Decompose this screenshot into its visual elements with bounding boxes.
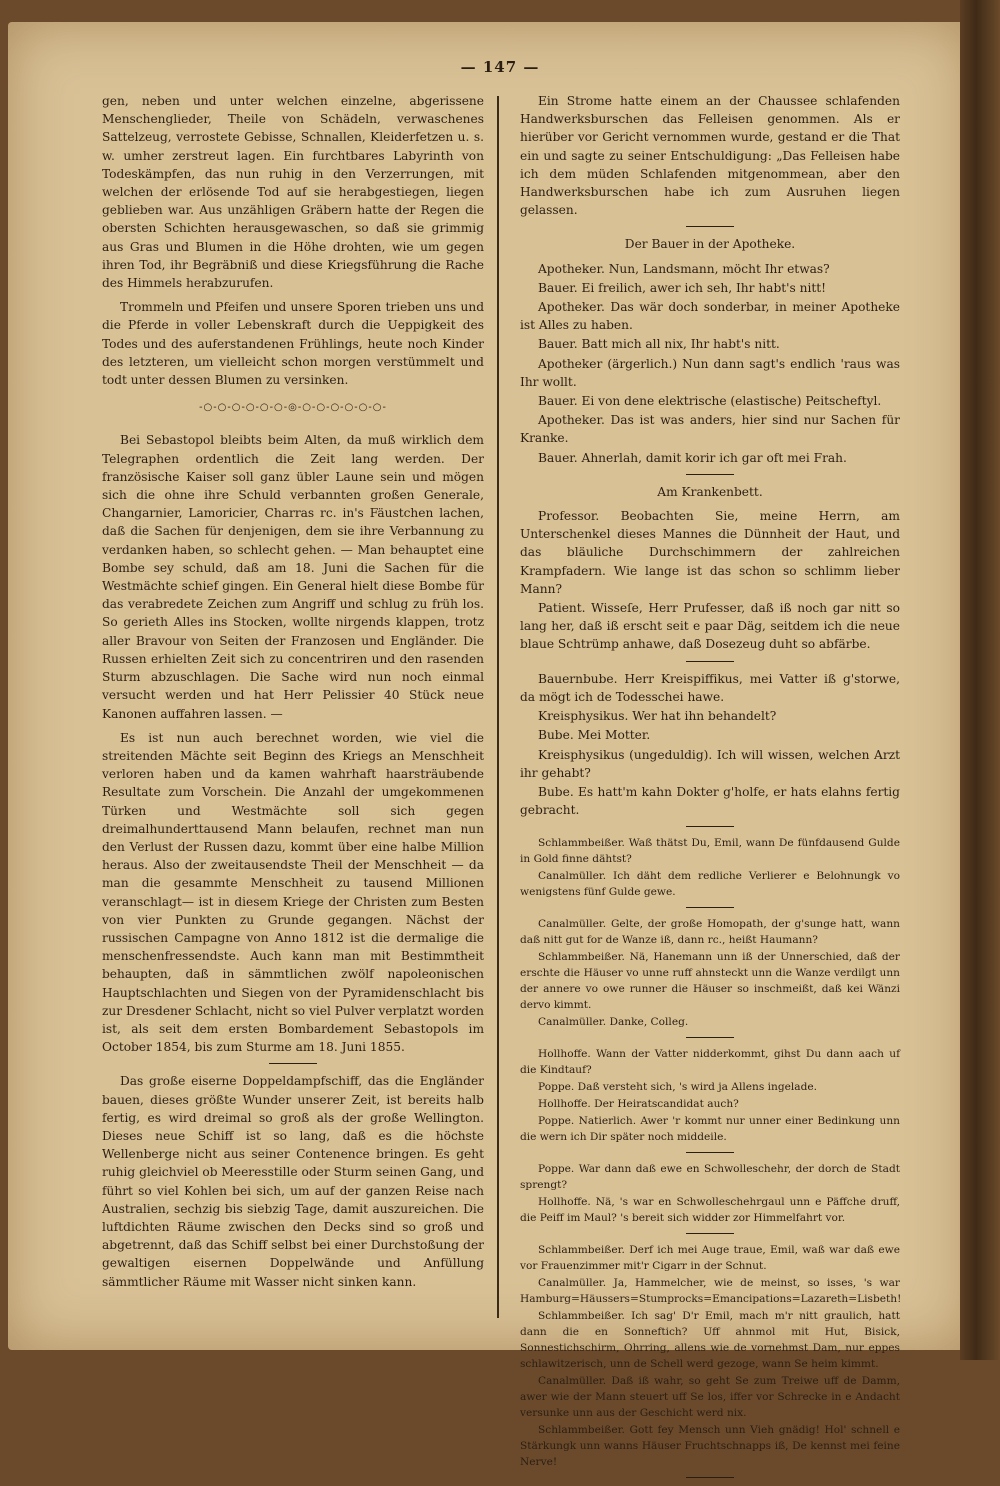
separator bbox=[686, 1233, 734, 1234]
paragraph: Es ist nun auch berechnet worden, wie viel die streitenden Mächte seit Beginn des Kriegs an Menschheit verloren haben und da kamen wahrhaft haarsträubende Resultate zum Vorschein. Die Anzahl der umgekommenen Türken und Westmächte soll sich gegen dreimalhunderttausend Mann belaufen, rechnet man nun den Verlust der Russen dazu, kommt über eine halbe Million heraus. Also der zweitausendste Theil der Menschheit — da man die gesammte Menschheit zu tausend Millionen veranschlagt— ist in diesem Kriege der Christen zum Besten von vier Punkten zu Grunde gegangen. Nächst der russischen Campagne von Anno 1812 ist die dermalige die menschenfressendste. Auch kann man mit Bestimmtheit behaupten, daß in sämmtlichen zwölf napoleonischen Hauptschlachten und Siegen von der Pyramidenschlacht bis zur Dresdener Schlacht, nicht so viel Pulver verplatzt worden ist, als seit dem ersten Bombardement Sebastopols im October 1854, bis zum Sturme am 18. Juni 1855. bbox=[102, 730, 484, 1055]
dialog-line: Bauer. Ahnerlah, damit korir ich gar oft mei Frah. bbox=[538, 450, 847, 465]
paragraph: Das große eiserne Doppeldampfschiff, das die Engländer bauen, dieses größte Wunder unserer Zeit, ist bereits halb fertig, es wird dreimal so groß als der große Wellington. Dieses neue Schiff ist so lang, daß es die höchste Wellenberge nicht aus seiner Contenence bringen. Es geht ruhig gleichviel ob Meeresstille oder Sturm seinen Gang, und führt so viel Kohlen bei sich, um auf der ganzen Reise nach Australien, sechzig bis siebzig Tage, damit auszureichen. Die luftdichten Räume zwischen den Decks sind so groß und abgetrennt, daß das Schiff selbst bei einer Durchstoßung der gewaltigen eisernen Doppelwände und Anfüllung sämmtlicher Räume mit Wasser nicht sinken kann. bbox=[102, 1074, 484, 1289]
dialog-line: Kreisphysikus (ungeduldig). Ich will wissen, welchen Arzt ihr gehabt? bbox=[520, 747, 900, 780]
paragraph: Ein Strome hatte einem an der Chaussee schlafenden Handwerksburschen das Felleisen genommen. Als er hierüber vor Gericht vernommen wurde, gestand er die That ein und sagte zu seiner Entschuldigung: „Das Felleisen habe ich dem müden Schlafenden mitgenommean, aber den Handwerksburschen habe ich zum Ausruhen liegen gelassen. bbox=[520, 94, 900, 218]
dialog-line: Canalmüller. Ich däht dem redliche Verlierer e Belohnungk vo wenigstens fünf Gulde gewe. bbox=[520, 870, 900, 899]
dialog-line: Poppe. War dann daß ewe en Schwolleschehr, der dorch de Stadt sprengt? bbox=[520, 1163, 900, 1192]
dialog-line: Schlammbeißer. Ich sag' D'r Emil, mach m'r nitt graulich, hatt dann die en Sonneftich? Uff ahnmol mit Hut, Bisick, Sonnestichschirm, Ohrring, allens wie de vornehmst Dam, nur eppes schlawitzerisch, unn de Schell werd gezoge, wann Se heim kimmt. bbox=[520, 1310, 900, 1371]
dialog-line: Apotheker (ärgerlich.) Nun dann sagt's endlich 'raus was Ihr wollt. bbox=[520, 356, 900, 389]
separator bbox=[686, 1037, 734, 1038]
dialog-line: Schlammbeißer. Gott fey Mensch unn Vieh gnädig! Hol' schnell e Stärkungk unn wanns Häuser Fruchtschnapps iß, De kennst mei feine Nerve! bbox=[520, 1424, 900, 1469]
book-binding bbox=[960, 0, 1000, 1360]
separator bbox=[686, 1477, 734, 1478]
dialog-line: Canalmüller. Danke, Colleg. bbox=[538, 1016, 689, 1029]
dialog-line: Canalmüller. Gelte, der große Homopath, der g'sunge hatt, wann daß nitt gut for de Wanze iß, dann rc., heißt Haumann? bbox=[520, 918, 900, 947]
section-title: Am Krankenbett. bbox=[657, 484, 763, 499]
dialog-line: Poppe. Natierlich. Awer 'r kommt nur unner einer Bedinkung unn die wern ich Dir später noch middeile. bbox=[520, 1115, 900, 1144]
dialog-line: Hollhoffe. Nä, 's war en Schwolleschehrgaul unn e Päffche druff, die Peiff im Maul? 's bereit sich widder zor Himmelfahrt vor. bbox=[520, 1196, 900, 1225]
separator bbox=[686, 826, 734, 827]
dialog-line: Hollhoffe. Der Heiratscandidat auch? bbox=[538, 1098, 739, 1111]
separator bbox=[686, 474, 734, 475]
dialog-line: Bauer. Ei von dene elektrische (elastische) Peitscheftyl. bbox=[538, 394, 882, 409]
separator bbox=[686, 907, 734, 908]
paragraph: Trommeln und Pfeifen und unsere Sporen trieben uns und die Pferde in voller Lebenskraft durch die Ueppigkeit des Todes und des auferstandenen Frühlings, heute noch Kinder des letzteren, um vielleicht schon morgen verstümmelt und todt unter dessen Blumen zu versinken. bbox=[102, 300, 484, 388]
dialog-line: Bube. Mei Motter. bbox=[538, 728, 651, 743]
page-number: — 147 — bbox=[460, 58, 540, 76]
dialog-line: Canalmüller. Ja, Hammelcher, wie de meinst, so isses, 's war Hamburg=Häussers=Stumprocks=Emancipations=Lazareth=Lisbeth! bbox=[520, 1277, 902, 1306]
column-rule bbox=[497, 96, 499, 1318]
dialog-line: Schlammbeißer. Nä, Hanemann unn iß der Unnerschied, daß der erschte die Häuser vo unne ruff ahnsteckt unn die Wanze verdilgt unn der annere vo owe runner die Häuser so inschmeißt, daß kei Wänzi dervo kimmt. bbox=[520, 951, 900, 1012]
left-column bbox=[102, 92, 484, 1297]
ornament-divider: -○-○-○-○-○-○-◎-○-○-○-○-○-○- bbox=[199, 402, 387, 414]
dialog-line: Schlammbeißer. Derf ich mei Auge traue, Emil, waß war daß ewe vor Frauenzimmer mit'r Cigarr in der Schnut. bbox=[520, 1244, 900, 1273]
separator bbox=[686, 661, 734, 662]
dialog-line: Bube. Es hatt'm kahn Dokter g'holfe, er hats elahns fertig gebracht. bbox=[520, 784, 900, 818]
right-column bbox=[520, 92, 900, 1486]
section-title: Der Bauer in der Apotheke. bbox=[624, 237, 796, 252]
dialog-line: Poppe. Daß versteht sich, 's wird ja Allens ingelade. bbox=[538, 1081, 818, 1094]
paragraph: Bei Sebastopol bleibts beim Alten, da muß wirklich dem Telegraphen ordentlich die Zeit lang werden. Der französische Kaiser soll ganz übler Laune sein und mögen sich die ohne ihre Schuld verbannten großen Generale, Changarnier, Lamoricier, Charras rc. in's Fäustchen lachen, daß die Sachen für denjenigen, dem sie ihre Verbannung zu verdanken haben, so schlecht gehen. — Man behauptet eine Bombe sey schuld, daß am 18. Juni die Sachen für die Westmächte schief gingen. Ein General hielt diese Bombe für das verabredete Zeichen zum Angriff und schlug zu früh los. So gerieth Alles ins Stocken, wollte nirgends klappen, trotz aller Bravour von Seiten der Franzosen und Engländer. Die Russen erhielten Zeit sich zu concentriren und den rasenden Sturm abzuschlagen. Die Sache wird nun noch einmal versucht werden und hat Herr Pelissier 40 Stück neue Kanonen auffahren lassen. — bbox=[102, 433, 484, 721]
dialog-line: Hollhoffe. Wann der Vatter nidderkommt, gihst Du dann aach uf die Kindtauf? bbox=[520, 1048, 900, 1077]
separator bbox=[269, 1063, 317, 1064]
dialog-line: Apotheker. Nun, Landsmann, möcht Ihr etwas? bbox=[538, 261, 830, 276]
dialog-line: Bauernbube. Herr Kreispiffikus, mei Vatter iß g'storwe, da mögt ich de Todesschei hawe. bbox=[520, 671, 900, 704]
dialog-line: Schlammbeißer. Waß thätst Du, Emil, wann De fünfdausend Gulde in Gold finne dähtst? bbox=[520, 837, 900, 866]
small-print-block bbox=[520, 835, 900, 1478]
dialog-line: Bauer. Batt mich all nix, Ihr habt's nitt. bbox=[538, 337, 780, 352]
dialog-line: Bauer. Ei freilich, awer ich seh, Ihr habt's nitt! bbox=[538, 280, 827, 295]
dialog-line: Apotheker. Das wär doch sonderbar, in meiner Apotheke ist Alles zu haben. bbox=[520, 300, 900, 333]
dialog-line: Canalmüller. Daß iß wahr, so geht Se zum Treiwe uff de Damm, awer wie der Mann steuert uff Se los, iffer vor Schrecke in e Andacht versunke unn aus der Geschicht werd nix. bbox=[520, 1375, 900, 1420]
dialog-line: Professor. Beobachten Sie, meine Herrn, am Unterschenkel dieses Mannes die Dünnheit der Haut, und das bläuliche Durchschimmern der zahlreichen Krampfadern. Wie lange ist das schon so schlimm lieber Mann? bbox=[520, 509, 900, 596]
dialog-line: Apotheker. Das ist was anders, hier sind nur Sachen für Kranke. bbox=[520, 413, 900, 446]
dialog-line: Kreisphysikus. Wer hat ihn behandelt? bbox=[538, 709, 777, 724]
paragraph: gen, neben und unter welchen einzelne, abgerissene Menschenglieder, Theile von Schädeln, verwaschenes Sattelzeug, verrostete Gebisse, Schnallen, Kleiderfetzen u. s. w. umher zerstreut lagen. Ein furchtbares Labyrinth von Todeskämpfen, das nun ruhig in den Verzerrungen, mit welchen der erlösende Tod auf sie herabgestiegen, liegen geblieben war. Aus unzähligen Gräbern hatte der Regen die obersten Schichten herausgewaschen, so daß sie grimmig aus Gras und Blumen in die Höhe drohten, wie um gegen ihren Tod, ihr Begräbniß und diese Kriegsführung die Rache des Himmels herabzurufen. bbox=[102, 94, 484, 291]
separator bbox=[686, 226, 734, 227]
separator bbox=[686, 1152, 734, 1153]
dialog-line: Patient. Wisseſe, Herr Prufesser, daß iß noch gar nitt so lang her, daß iß erscht seit e paar Däg, seitdem ich die neue blaue Schtrümp anhawe, daß Dosezeug duht so abfärbe. bbox=[520, 601, 900, 652]
